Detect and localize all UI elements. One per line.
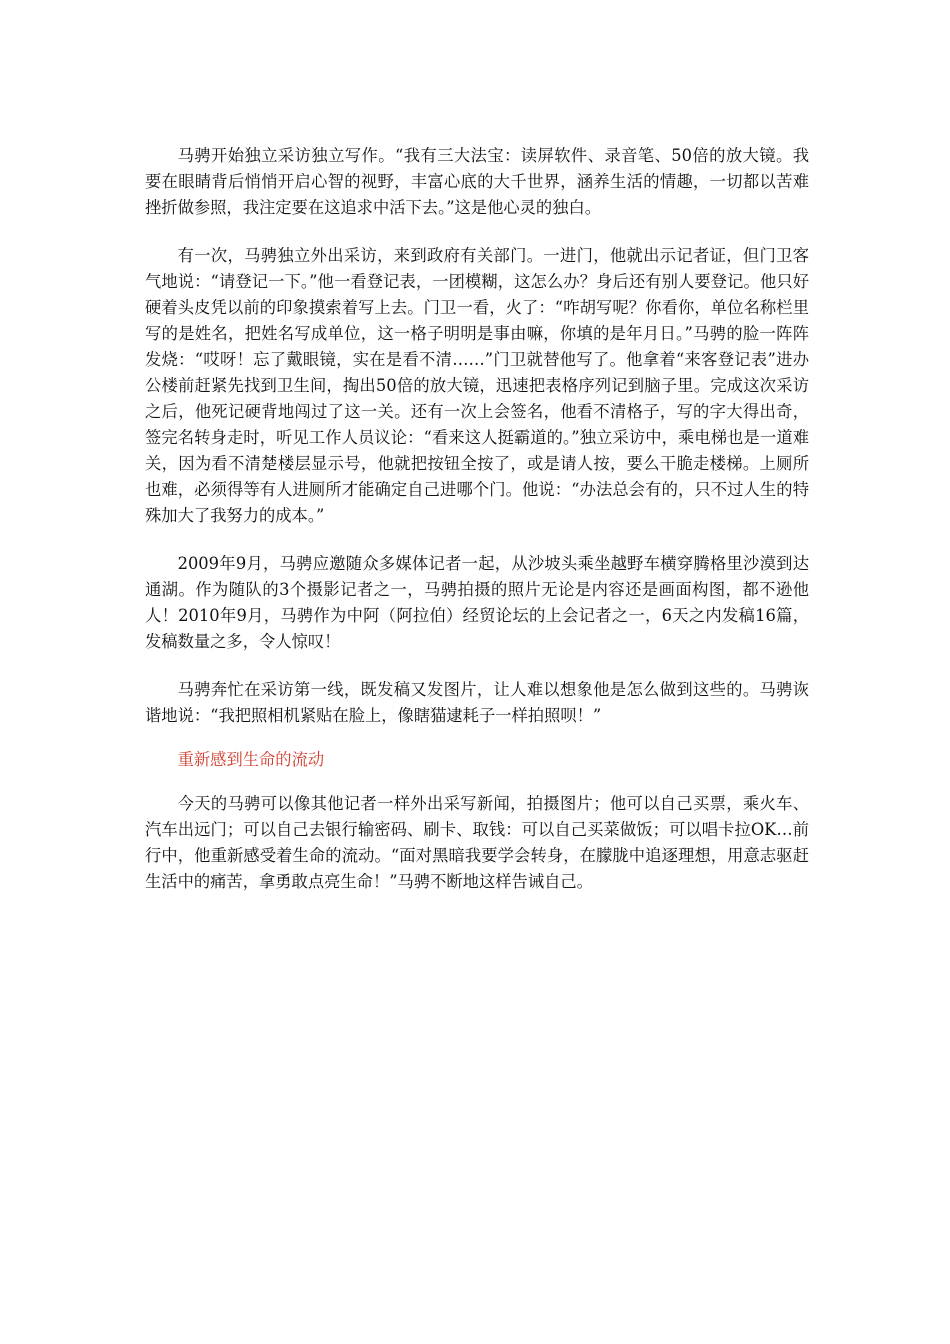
document-body	[145, 143, 809, 895]
paragraph-photography: 马骋奔忙在采访第一线，既发稿又发图片，让人难以想象他是怎么做到这些的。马骋诙谐地说：“我把照相机紧贴在脸上，像瞎猫逮耗子一样拍照呗！”	[145, 680, 809, 725]
section-heading: 重新感到生命的流动	[177, 750, 325, 769]
paragraph-independent-writing: 马骋开始独立采访独立写作。“我有三大法宝：读屏软件、录音笔、50倍的放大镜。我要在眼睛背后悄悄开启心智的视野，丰富心底的大千世界，涵养生活的情趣，一切都以苦难挫折做参照，我注定要在这追求中活下去。”这是他心灵的独白。	[145, 146, 809, 217]
paragraph-closing: 今天的马骋可以像其他记者一样外出采写新闻，拍摄图片；他可以自己买票，乘火车、汽车出远门；可以自己去银行输密码、刷卡、取钱：可以自己买菜做饭；可以唱卡拉OK…前行中，他重新感受着生命的流动。“面对黑暗我要学会转身，在朦胧中追逐理想，用意志驱赶生活中的痛苦，拿勇敢点亮生命！”马骋不断地这样告诫自己。	[145, 794, 809, 891]
paragraph-desert-trip: 2009年9月，马骋应邀随众多媒体记者一起，从沙坡头乘坐越野车横穿腾格里沙漠到达通湖。作为随队的3个摄影记者之一，马骋拍摄的照片无论是内容还是画面构图，都不逊他人！2010年9月，马骋作为中阿（阿拉伯）经贸论坛的上会记者之一，6天之内发稿16篇，发稿数量之多，令人惊叹！	[145, 554, 809, 651]
paragraph-registration-story: 有一次，马骋独立外出采访，来到政府有关部门。一进门，他就出示记者证，但门卫客气地说：“请登记一下。”他一看登记表，一团模糊，这怎么办？身后还有别人要登记。他只好硬着头皮凭以前的印象摸索着写上去。门卫一看，火了：“咋胡写呢？你看你，单位名称栏里写的是姓名，把姓名写成单位，这一格子明明是事由嘛，你填的是年月日。”马骋的脸一阵阵发烧：“哎呀！忘了戴眼镜，实在是看不清……”门卫就替他写了。他拿着“来客登记表”进办公楼前赶紧先找到卫生间，掏出50倍的放大镜，迅速把表格序列记到脑子里。完成这次采访之后，他死记硬背地闯过了这一关。还有一次上会签名，他看不清格子，写的字大得出奇，签完名转身走时，听见工作人员议论：“看来这人挺霸道的。”独立采访中，乘电梯也是一道难关，因为看不清楚楼层显示号，他就把按钮全按了，或是请人按，要么干脆走楼梯。上厕所也难，必须得等有人进厕所才能确定自己进哪个门。他说：“办法总会有的，只不过人生的特殊加大了我努力的成本。”	[145, 246, 809, 525]
